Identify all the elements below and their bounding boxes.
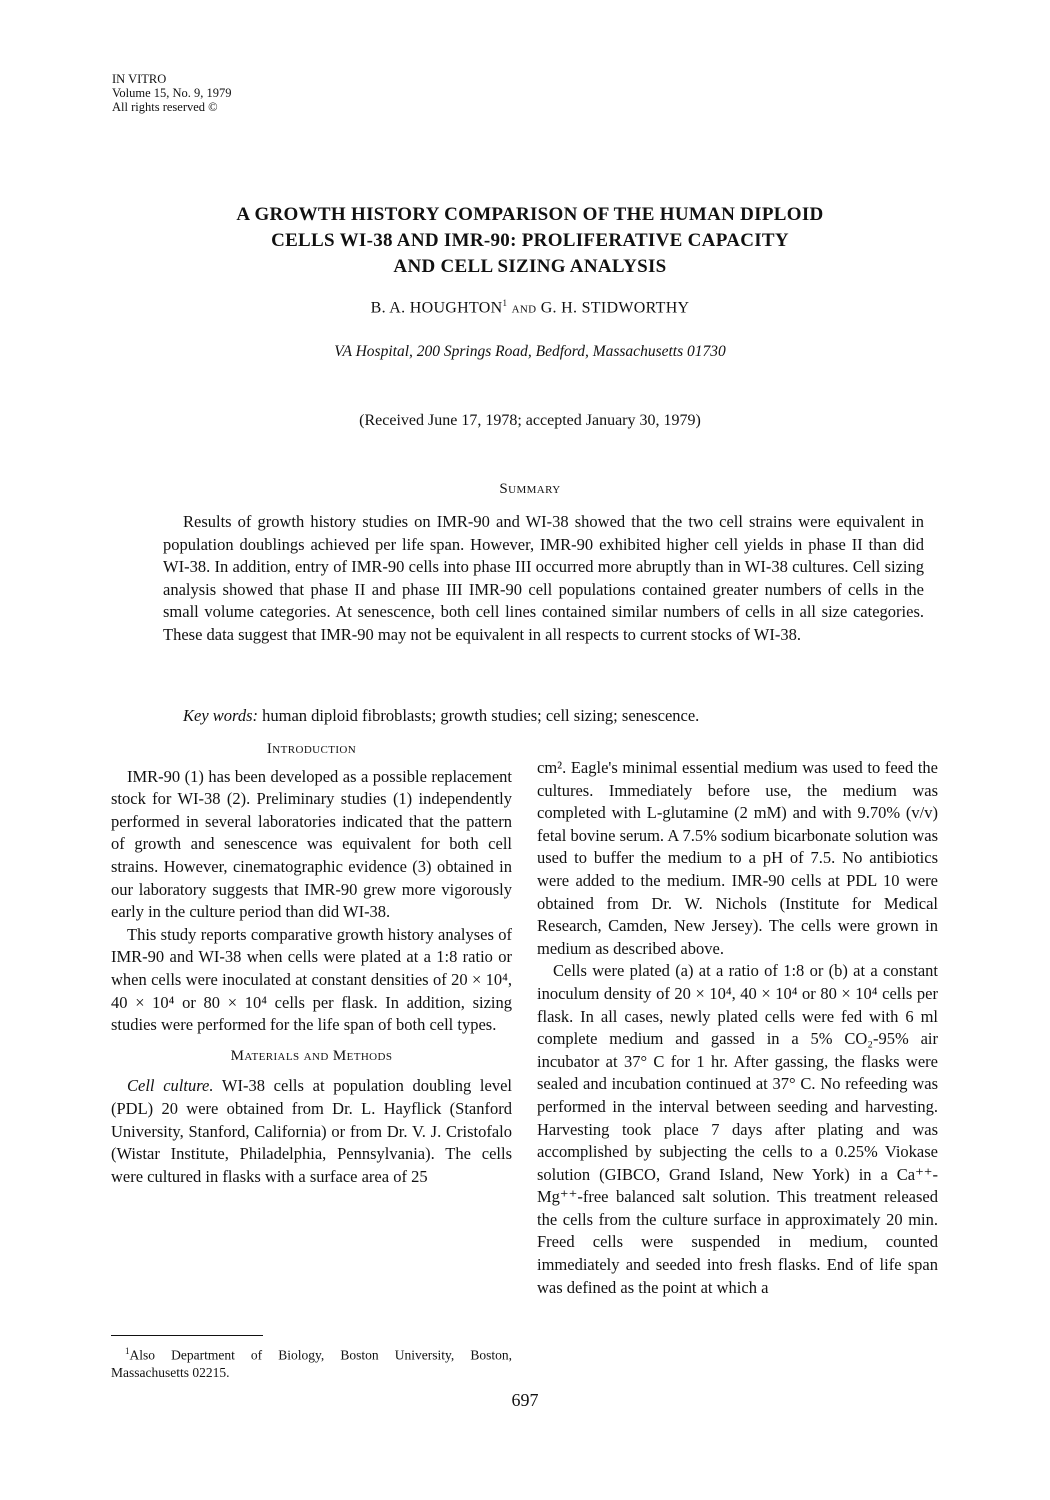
page-number: 697 [511, 1390, 539, 1410]
keywords-label: Key words: [183, 706, 259, 725]
title-line-3: AND CELL SIZING ANALYSIS [393, 256, 667, 277]
author-second: G. H. STIDWORTHY [540, 299, 690, 317]
received-dates: (Received June 17, 1978; accepted January 30, 1979) [359, 412, 701, 429]
title-line-2: CELLS WI-38 AND IMR-90: PROLIFERATIVE CAPACITY [271, 230, 789, 251]
author-first: B. A. HOUGHTON [370, 299, 503, 317]
right-paragraph-1: cm². Eagle's minimal essential medium was used to feed the cultures. Immediately before use, the medium was completed with L-glutamine (2 mM) and with 9.70% (v/v) fetal bovine serum. A 7.5% sodium bicarbonate solution was used to buffer the medium to a pH of 7.5. No antibiotics were added to the medium. IMR-90 cells at PDL 10 were obtained from Dr. W. Nichols (Institute for Medical Research, Camden, New Jersey). The cells were grown in medium as described above. [537, 758, 938, 958]
keywords [163, 705, 924, 727]
introduction-heading: Introduction [266, 741, 357, 757]
author-line [0, 298, 1050, 317]
methods-run-in-heading: Cell culture. [127, 1076, 214, 1096]
right-column [537, 757, 938, 1299]
journal-header [112, 72, 232, 114]
introduction-paragraph-1: IMR-90 (1) has been developed as a possible replacement stock for WI-38 (2). Preliminary studies (1) independently performed in several laboratories indicated that the pattern of growth and senescence was equivalent for both cell strains. However, cinematographic evidence (3) obtained in our laboratory suggests that IMR-90 grew more vigorously early in the culture period than did WI-38. [111, 766, 512, 922]
keywords-text: human diploid fibroblasts; growth studies; cell sizing; senescence. [262, 706, 700, 725]
footnote-text: Also Department of Biology, Boston University, Boston, Massachusetts 02215. [111, 1347, 512, 1380]
title-line-1: A GROWTH HISTORY COMPARISON OF THE HUMAN DIPLOID [236, 204, 824, 225]
introduction-paragraph-2: This study reports comparative growth history analyses of IMR-90 and WI-38 when cells were plated at a 1:8 ratio or when cells were inoculated at constant densities of 20 × 10⁴, 40 × 10⁴ or 80 × 10⁴ cells per flask. In addition, sizing studies were performed for the life span of both cell types. [111, 924, 512, 1035]
methods-paragraph-1 [111, 1075, 512, 1188]
footnote-divider [111, 1335, 263, 1336]
author-conjunction: AND [511, 303, 537, 316]
author-footnote-mark: 1 [502, 298, 508, 308]
footnote-mark: 1 [125, 1346, 130, 1356]
right-paragraph-2: Cells were plated (a) at a ratio of 1:8 or (b) at a constant inoculum density of 20 × 10⁴, 40 × 10⁴ or 80 × 10⁴ cells per flask. In all cases, newly plated cells were fed with 6 ml complete medium and gassed in a 5% CO₂-95% air incubator at 37° C for 1 hr. After gassing, the flasks were sealed and incubation continued at 37° C. No refeeding was performed in the interval between seeding and harvesting. Harvesting took place 7 days after plating and was accomplished by subjecting the cells to a 0.25% Viokase solution (GIBCO, Grand Island, New York) in a Ca⁺⁺-Mg⁺⁺-free balanced salt solution. This treatment released the cells from the culture surface in approximately 20 min. Freed cells were suspended in medium, counted immediately and seeded into fresh flasks. End of life span was defined as the point at which a [537, 961, 938, 1297]
article-title [100, 202, 960, 280]
affiliation: VA Hospital, 200 Springs Road, Bedford, Massachusetts 01730 [334, 343, 726, 360]
summary-heading: Summary [499, 481, 561, 497]
left-column [111, 738, 512, 1188]
methods-heading: Materials and Methods [230, 1047, 393, 1064]
methods-paragraph-1-text: WI-38 cells at population doubling level (PDL) 20 were obtained from Dr. L. Hayflick (Stanford University, Stanford, California) or from Dr. V. J. Cristofalo (Wistar Institute, Philadelphia, Pennsylvania). The cells were cultured in flasks with a surface area of 25 [111, 1076, 512, 1186]
journal-volume: Volume 15, No. 9, 1979 [112, 86, 232, 100]
journal-rights: All rights reserved © [112, 100, 218, 114]
footnote [111, 1343, 512, 1381]
summary-text: Results of growth history studies on IMR-90 and WI-38 showed that the two cell strains were equivalent in population doublings achieved per life span. However, IMR-90 exhibited higher cell yields in phase II than did WI-38. In addition, entry of IMR-90 cells into phase III occurred more abruptly than in WI-38 cultures. Cell sizing analysis showed that phase II and phase III IMR-90 cell populations contained greater numbers of cells in the small volume categories. At senescence, both cell lines contained similar numbers of cells in all size categories. These data suggest that IMR-90 may not be equivalent in all respects to current stocks of WI-38. [163, 512, 924, 644]
journal-name: IN VITRO [112, 72, 167, 86]
